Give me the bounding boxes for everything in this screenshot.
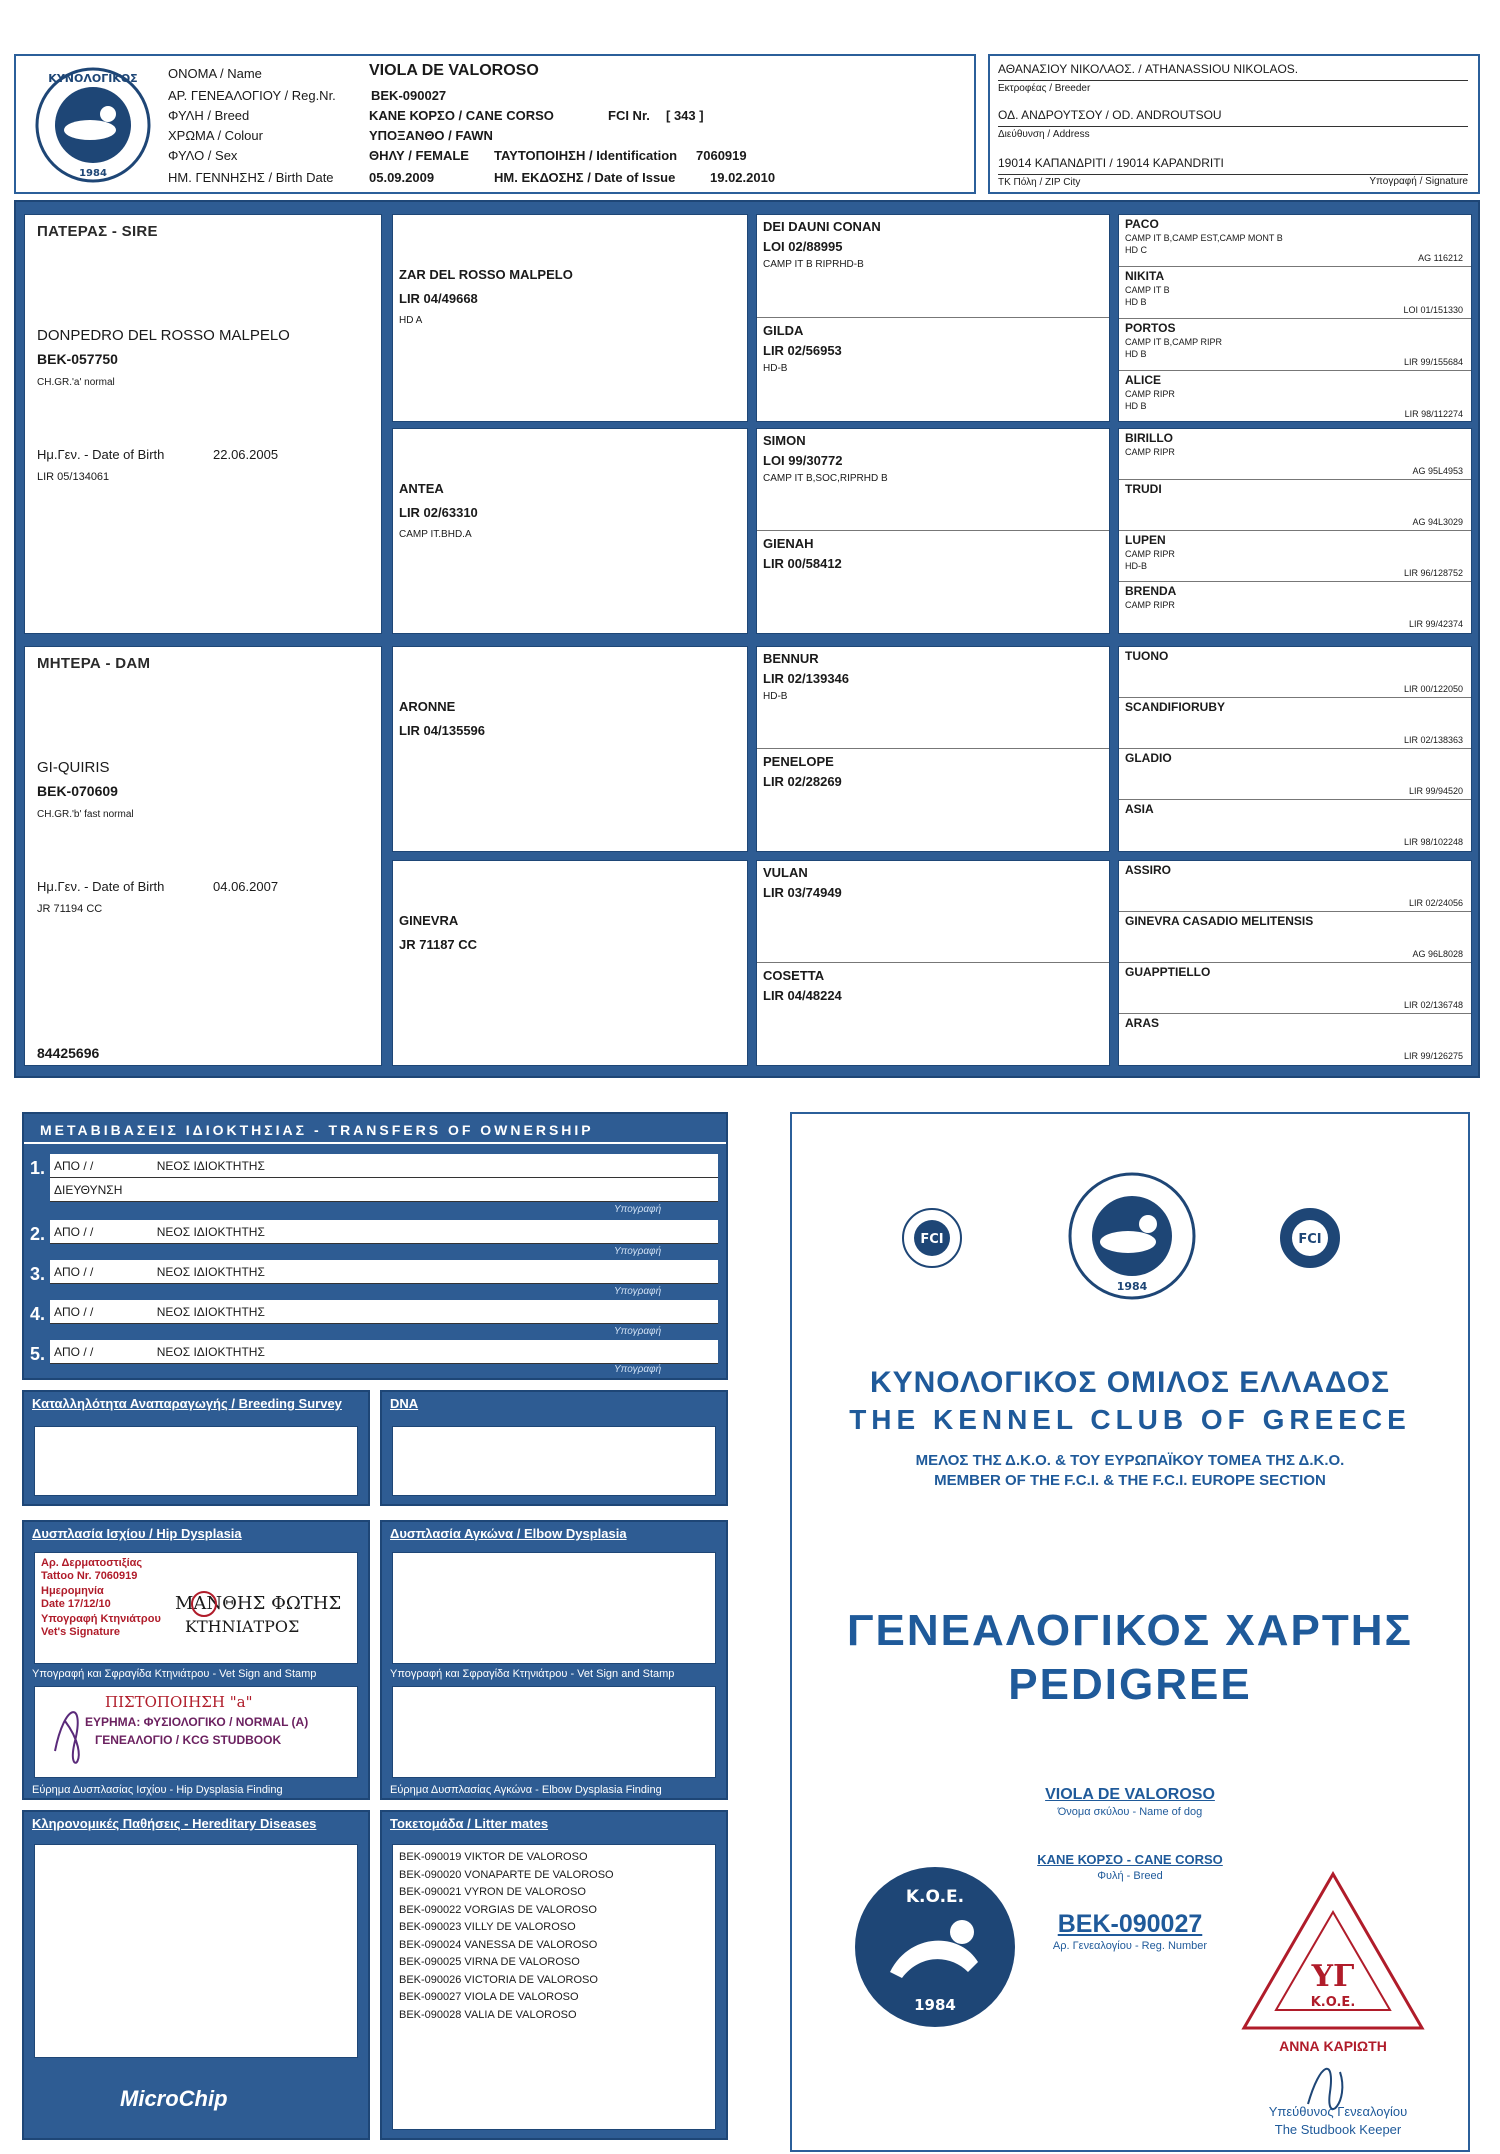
membership-english: MEMBER OF THE F.C.I. & THE F.C.I. EUROPE SECTION	[934, 1472, 1326, 1489]
birth-label: ΗΜ. ΓΕΝΝΗΣΗΣ / Birth Date	[168, 170, 334, 185]
transfer-signature: Υπογραφή	[614, 1204, 662, 1215]
breed-label: ΦΥΛΗ / Breed	[168, 108, 250, 123]
gen3-name: SIMON	[763, 433, 806, 448]
gen4-reg: LIR 02/24056	[1408, 898, 1463, 908]
gen3-cell	[757, 319, 1109, 422]
cover-dog-name-label: Όνομα σκύλου - Name of dog	[1057, 1806, 1203, 1818]
litter-item: BEK-090023 VILLY DE VALOROSO	[399, 1921, 576, 1933]
dam-dob: 04.06.2007	[213, 879, 279, 894]
keeper-label-greek: Υπεύθυνος Γενεαλογίου	[1268, 2104, 1408, 2119]
koe-badge-text: K.O.E.	[905, 1887, 965, 1907]
gen3-cell	[757, 750, 1109, 852]
dog-info-header	[14, 54, 976, 194]
gen4-reg: LIR 00/122050	[1403, 684, 1463, 694]
gen4-t1: CAMP IT B	[1125, 285, 1170, 295]
gen2-name: ARONNE	[399, 699, 456, 714]
gen4-t2: HD B	[1125, 297, 1147, 307]
vet-name: ΜΑΝΘΗΣ ΦΩΤΗΣ	[175, 1593, 342, 1614]
hip-dysplasia-panel	[22, 1520, 370, 1800]
cert-line-2: ΓΕΝΕΑΛΟΓΙΟ / KCG STUDBOOK	[95, 1733, 282, 1747]
gen4-reg: AG 116212	[1418, 253, 1463, 263]
gen4-cell	[1119, 371, 1471, 423]
pedigree-title-greek: ΓΕΝΕΑΛΟΓΙΚΟΣ ΧΑΡΤΗΣ	[847, 1606, 1413, 1655]
gen2-name: ZAR DEL ROSSO MALPELO	[399, 267, 573, 282]
gen4-name: GINEVRA CASADIO MELITENSIS	[1125, 914, 1314, 928]
vet-stamp-tattoo: Αρ. Δερματοστιξίας Tattoo Nr. 7060919	[41, 1557, 143, 1582]
keeper-label-english: The Studbook Keeper	[1274, 2122, 1402, 2137]
gen4-cell	[1119, 749, 1471, 800]
gen4-cell	[1119, 963, 1471, 1014]
transfer-number: 2.	[30, 1224, 46, 1244]
cover-breed-label: Φυλή - Breed	[1097, 1870, 1163, 1882]
gen4-box	[1118, 860, 1472, 1066]
gen3-name: PENELOPE	[763, 754, 834, 769]
keeper-name: ΑΝΝΑ ΚΑΡΙΩΤΗ	[1279, 2038, 1387, 2054]
gen4-t1: CAMP RIPR	[1125, 447, 1175, 457]
gen2-titles: HD A	[399, 315, 423, 326]
issue-label: ΗΜ. ΕΚΔΟΣΗΣ / Date of Issue	[494, 170, 676, 185]
gen4-name: ALICE	[1125, 373, 1161, 387]
elbow-title: Δυσπλασία Αγκώνα / Elbow Dysplasia	[390, 1526, 627, 1541]
breeder-address: ΟΔ. ΑΝΔΡΟΥΤΣΟΥ / OD. ANDROUTSOU	[998, 108, 1222, 122]
gen4-name: LUPEN	[1125, 533, 1166, 547]
hereditary-panel	[22, 1810, 370, 2140]
hereditary-box[interactable]	[34, 1844, 358, 2058]
pedigree-tree	[14, 200, 1480, 1078]
gen3-cell	[757, 647, 1109, 749]
gen3-cell	[757, 861, 1109, 963]
birth-date: 05.09.2009	[369, 170, 435, 185]
sire-dob-label: Ημ.Γεν. - Date of Birth	[37, 447, 165, 462]
gen4-box	[1118, 214, 1472, 422]
transfer-signature: Υπογραφή	[614, 1326, 662, 1337]
transfers-panel	[22, 1112, 728, 1380]
gen4-name: BIRILLO	[1125, 431, 1173, 445]
cert-line-1: ΕΥΡΗΜΑ: ΦΥΣΙΟΛΟΓΙΚΟ / NORMAL (A)	[85, 1715, 309, 1729]
gen4-name: TRUDI	[1125, 482, 1162, 496]
transfer-line[interactable]	[50, 1154, 718, 1178]
microchip-number: 84425696	[37, 1045, 100, 1061]
club-name-english: THE KENNEL CLUB OF GREECE	[849, 1404, 1411, 1435]
sex-value: ΘΗΛΥ / FEMALE	[369, 148, 469, 163]
elbow-finding-box[interactable]	[392, 1686, 716, 1778]
studbook-stamp	[1238, 1868, 1428, 2038]
transfer-signature: Υπογραφή	[614, 1364, 662, 1375]
fci-number: [ 343 ]	[666, 108, 704, 123]
reg-number: BEK-090027	[371, 88, 447, 103]
elbow-dysplasia-panel	[380, 1520, 728, 1800]
gen4-reg: LIR 02/136748	[1403, 1000, 1463, 1010]
title-divider	[24, 1142, 726, 1144]
dam-reg: BEK-070609	[37, 783, 118, 799]
litter-item: BEK-090024 VANESSA DE VALOROSO	[399, 1938, 598, 1951]
vet-role: ΚΤΗΝΙΑΤΡΟΣ	[185, 1617, 300, 1636]
fci-logo-left	[900, 1206, 964, 1270]
gen3-titles: CAMP IT B RIPRHD-B	[763, 259, 864, 270]
gen4-cell	[1119, 267, 1471, 319]
gen4-reg: AG 95L4953	[1412, 466, 1463, 476]
gen4-cell	[1119, 698, 1471, 749]
litter-item: BEK-090021 VYRON DE VALOROSO	[399, 1886, 586, 1898]
transfer-from: ΑΠΟ / /	[54, 1305, 94, 1319]
breed-value: ΚΑΝΕ ΚΟΡΣΟ / CANE CORSO	[369, 108, 554, 123]
gen4-cell	[1119, 480, 1471, 531]
gen4-name: GUAPPTIELLO	[1125, 965, 1211, 979]
dam-extra: JR 71194 CC	[37, 903, 103, 915]
gen4-name: TUONO	[1125, 649, 1169, 663]
club-name-greek: ΚΥΝΟΛΟΓΙΚΟΣ ΟΜΙΛΟΣ ΕΛΛΑΔΟΣ	[869, 1366, 1391, 1399]
transfer-address-line[interactable]	[50, 1178, 718, 1202]
gen3-cell	[757, 429, 1109, 531]
gen3-reg: LIR 00/58412	[763, 556, 842, 571]
microchip-label: MicroChip	[120, 2086, 228, 2111]
gen4-reg: LIR 99/155684	[1403, 357, 1463, 367]
keeper-signature	[1300, 2052, 1360, 2112]
gen3-name: VULAN	[763, 865, 808, 880]
gen3-box	[756, 860, 1110, 1066]
sire-dob: 22.06.2005	[213, 447, 279, 462]
gen2-box	[392, 646, 748, 852]
gen2-reg: LIR 04/135596	[399, 723, 486, 738]
breeding-survey-box[interactable]	[34, 1426, 358, 1496]
gen3-reg: LIR 02/139346	[763, 671, 850, 686]
koe-badge-logo	[850, 1862, 1020, 2032]
breeder-label: Εκτροφέας / Breeder	[998, 80, 1468, 94]
fci-left-text: FCI	[920, 1232, 944, 1247]
transfer-from: ΑΠΟ / /	[54, 1225, 94, 1239]
gen4-reg: LIR 98/102248	[1403, 837, 1463, 847]
elbow-vet-box[interactable]	[392, 1552, 716, 1664]
colour-label: ΧΡΩΜΑ / Colour	[168, 128, 263, 143]
gen4-name: ARAS	[1125, 1016, 1160, 1030]
gen2-name: GINEVRA	[399, 913, 459, 928]
transfer-line[interactable]	[50, 1220, 718, 1244]
gen4-name: NIKITA	[1125, 269, 1165, 283]
gen2-box	[392, 428, 748, 634]
gen3-cell	[757, 532, 1109, 634]
gen2-name: ANTEA	[399, 481, 444, 496]
membership-greek: ΜΕΛΟΣ ΤΗΣ Δ.Κ.Ο. & ΤΟΥ ΕΥΡΩΠΑΪΚΟΥ ΤΟΜΕΑ ΤΗΣ Δ.Κ.Ο.	[915, 1452, 1345, 1469]
sire-header: ΠΑΤΕΡΑΣ - SIRE	[37, 223, 158, 240]
gen4-reg: AG 96L8028	[1412, 949, 1463, 959]
gen4-reg: AG 94L3029	[1412, 517, 1463, 527]
gen2-reg: LIR 04/49668	[399, 291, 478, 306]
litter-list	[392, 1844, 716, 2130]
sire-reg: BEK-057750	[37, 351, 118, 367]
stamp-koe-text: K.O.E.	[1310, 1995, 1356, 2010]
gen4-name: GLADIO	[1125, 751, 1172, 765]
koe-logo-center	[1064, 1168, 1200, 1304]
gen4-reg: LIR 99/42374	[1408, 619, 1463, 629]
dna-panel	[380, 1390, 728, 1506]
litter-item: BEK-090025 VIRNA DE VALOROSO	[399, 1956, 580, 1968]
gen3-name: DEI DAUNI CONAN	[763, 219, 881, 234]
transfer-new-owner: ΝΕΟΣ ΙΔΙΟΚΤΗΤΗΣ	[156, 1225, 265, 1239]
litter-item: BEK-090028 VALIA DE VALOROSO	[399, 2008, 577, 2021]
dam-titles: CH.GR.'b' fast normal	[37, 809, 134, 820]
transfer-new-owner: ΝΕΟΣ ΙΔΙΟΚΤΗΤΗΣ	[156, 1265, 265, 1279]
hip-vet-foot: Υπογραφή και Σφραγίδα Κτηνιάτρου - Vet Sign and Stamp	[32, 1668, 317, 1680]
gen3-name: COSETTA	[763, 968, 825, 983]
sex-label: ΦΥΛΟ / Sex	[168, 148, 238, 163]
gen4-cell	[1119, 319, 1471, 371]
koe-club-logo	[28, 64, 158, 186]
gen4-cell	[1119, 647, 1471, 698]
gen3-reg: LIR 03/74949	[763, 885, 842, 900]
gen4-reg: LIR 99/126275	[1403, 1051, 1463, 1061]
dna-title: DNA	[390, 1396, 419, 1411]
gen4-t1: CAMP RIPR	[1125, 389, 1175, 399]
gen4-name: ASSIRO	[1125, 863, 1172, 877]
transfer-number: 3.	[30, 1264, 46, 1284]
name-label: ΟΝΟΜΑ / Name	[168, 66, 262, 81]
gen3-name: BENNUR	[763, 651, 819, 666]
gen4-name: PACO	[1125, 217, 1159, 231]
litter-item: BEK-090020 VONAPARTE DE VALOROSO	[399, 1868, 614, 1881]
gen4-cell	[1119, 912, 1471, 963]
litter-item: BEK-090019 VIKTOR DE VALOROSO	[399, 1851, 588, 1863]
gen3-box	[756, 214, 1110, 422]
cover-dog-name: VIOLA DE VALOROSO	[1045, 1786, 1215, 1803]
vet-stamp-date: Ημερομηνία Date 17/12/10	[41, 1585, 111, 1610]
dam-box	[24, 646, 382, 1066]
gen4-box	[1118, 428, 1472, 634]
breeder-city: 19014 ΚΑΠΑΝΔΡΙΤΙ / 19014 KAPANDRITI	[998, 156, 1224, 170]
cover-reg-label: Αρ. Γενεαλογίου - Reg. Number	[1052, 1940, 1208, 1952]
svg-text:1984: 1984	[79, 168, 107, 179]
pedigree-title-english: PEDIGREE	[1008, 1660, 1252, 1709]
gen3-titles: HD-B	[763, 691, 788, 702]
gen3-titles: CAMP IT B,SOC,RIPRHD B	[763, 473, 888, 484]
stamp-center-text: ΥΓ	[1311, 1959, 1355, 1994]
transfer-line[interactable]	[50, 1260, 718, 1284]
transfer-line[interactable]	[50, 1300, 718, 1324]
gen4-cell	[1119, 582, 1471, 633]
gen4-name: BRENDA	[1125, 584, 1177, 598]
gen3-box	[756, 646, 1110, 852]
gen4-reg: LIR 96/128752	[1403, 568, 1463, 578]
elbow-vet-foot: Υπογραφή και Σφραγίδα Κτηνιάτρου - Vet Sign and Stamp	[390, 1668, 675, 1680]
gen3-reg: LIR 04/48224	[763, 988, 842, 1003]
koe-center-year: 1984	[1116, 1280, 1148, 1293]
hip-finding-box[interactable]	[34, 1686, 358, 1778]
gen4-t1: CAMP RIPR	[1125, 549, 1175, 559]
gen4-name: PORTOS	[1125, 321, 1176, 335]
litter-item: BEK-090026 VICTORIA DE VALOROSO	[399, 1973, 598, 1986]
cover-reg-number: BEK-090027	[1057, 1910, 1203, 1938]
gen4-cell	[1119, 215, 1471, 267]
pedigree-cover	[790, 1112, 1470, 2152]
sire-box	[24, 214, 382, 634]
gen4-t1: CAMP IT B,CAMP EST,CAMP MONT B	[1125, 233, 1283, 243]
transfers-title: ΜΕΤΑΒΙΒΑΣΕΙΣ ΙΔΙΟΚΤΗΣΙΑΣ - TRANSFERS OF OWNERSHIP	[40, 1122, 594, 1138]
transfer-new-owner: ΝΕΟΣ ΙΔΙΟΚΤΗΤΗΣ	[156, 1305, 265, 1319]
reg-label: ΑΡ. ΓΕΝΕΑΛΟΓΙΟΥ / Reg.Nr.	[168, 88, 336, 103]
id-value: 7060919	[696, 148, 747, 163]
transfer-from: ΑΠΟ / /	[54, 1265, 94, 1279]
hereditary-title: Κληρονομικές Παθήσεις - Hereditary Diseases	[32, 1816, 317, 1831]
gen4-cell	[1119, 531, 1471, 582]
dna-box[interactable]	[392, 1426, 716, 1496]
gen4-name: SCANDIFIORUBY	[1125, 700, 1226, 714]
gen4-t2: HD C	[1125, 245, 1147, 255]
gen3-name: GILDA	[763, 323, 804, 338]
transfer-number: 5.	[30, 1344, 46, 1364]
gen3-box	[756, 428, 1110, 634]
gen4-t2: HD B	[1125, 401, 1147, 411]
gen2-titles: CAMP IT.BHD.A	[399, 529, 472, 540]
gen2-box	[392, 214, 748, 422]
gen2-box	[392, 860, 748, 1066]
gen4-t2: HD-B	[1125, 561, 1147, 571]
gen4-reg: LIR 02/138363	[1403, 735, 1463, 745]
cert-title: ΠΙΣΤΟΠΟΙΗΣΗ "a"	[105, 1693, 253, 1711]
vet-stamp-signature: Υπογραφή Κτηνιάτρου Vet's Signature	[41, 1613, 161, 1638]
gen4-cell	[1119, 429, 1471, 480]
litter-item: BEK-090022 VORGIAS DE VALOROSO	[399, 1903, 597, 1916]
breeder-name: ΑΘΑΝΑΣΙΟΥ ΝΙΚΟΛΑΟΣ. / ATHANASSIOU NIKOLAOS.	[998, 62, 1299, 76]
dam-dob-label: Ημ.Γεν. - Date of Birth	[37, 879, 165, 894]
gen3-reg: LIR 02/56953	[763, 343, 842, 358]
breeding-survey-title: Καταλληλότητα Αναπαραγωγής / Breeding Survey	[32, 1396, 342, 1411]
sire-name: DONPEDRO DEL ROSSO MALPELO	[37, 327, 290, 344]
address-label: Διεύθυνση / Address	[998, 126, 1468, 140]
gen3-reg: LIR 02/28269	[763, 774, 842, 789]
transfer-new-owner: ΝΕΟΣ ΙΔΙΟΚΤΗΤΗΣ	[156, 1345, 265, 1359]
vet-stamp-seal	[189, 1589, 219, 1619]
gen4-reg: LIR 98/112274	[1404, 409, 1463, 419]
gen4-t2: HD B	[1125, 349, 1147, 359]
dam-name: GI-QUIRIS	[37, 759, 110, 776]
dam-header: ΜΗΤΕΡΑ - DAM	[37, 655, 151, 672]
elbow-finding-foot: Εύρημα Δυσπλασίας Αγκώνα - Elbow Dysplasia Finding	[390, 1784, 662, 1796]
litter-panel	[380, 1810, 728, 2140]
gen3-titles: HD-B	[763, 363, 788, 374]
sire-extra: LIR 05/134061	[37, 471, 110, 483]
transfer-signature: Υπογραφή	[614, 1286, 662, 1297]
gen3-reg: LOI 02/88995	[763, 239, 843, 254]
fci-logo-right	[1278, 1206, 1342, 1270]
breeding-survey-panel	[22, 1390, 370, 1506]
gen4-cell	[1119, 1014, 1471, 1065]
id-label: ΤΑΥΤΟΠΟΙΗΣΗ / Identification	[494, 148, 678, 163]
hip-vet-box[interactable]	[34, 1552, 358, 1664]
fci-right-text: FCI	[1298, 1232, 1322, 1247]
gen4-reg: LOI 01/151330	[1403, 305, 1463, 315]
transfer-number: 1.	[30, 1158, 46, 1178]
gen4-reg: LIR 99/94520	[1408, 786, 1463, 796]
gen2-reg: JR 71187 CC	[399, 937, 478, 952]
gen4-cell	[1119, 861, 1471, 912]
transfer-line[interactable]	[50, 1340, 718, 1364]
city-label: ΤΚ Πόλη / ZIP City	[998, 174, 1468, 188]
hip-title: Δυσπλασία Ισχίου / Hip Dysplasia	[32, 1526, 242, 1541]
transfer-address: ΔΙΕΥΘΥΝΣΗ	[54, 1183, 123, 1197]
fci-label: FCI Nr.	[608, 108, 650, 123]
gen3-name: GIENAH	[763, 536, 814, 551]
litter-item: BEK-090027 VIOLA DE VALOROSO	[399, 1991, 579, 2003]
transfer-signature: Υπογραφή	[614, 1246, 662, 1257]
hip-finding-foot: Εύρημα Δυσπλασίας Ισχίου - Hip Dysplasia Finding	[32, 1784, 283, 1796]
breeder-info	[988, 54, 1480, 194]
transfer-from: ΑΠΟ / /	[54, 1345, 94, 1359]
gen3-reg: LOI 99/30772	[763, 453, 843, 468]
gen4-t1: CAMP RIPR	[1125, 600, 1175, 610]
gen4-name: ASIA	[1125, 802, 1154, 816]
gen4-box	[1118, 646, 1472, 852]
cover-breed: ΚΑΝΕ ΚΟΡΣΟ - CANE CORSO	[1037, 1852, 1223, 1867]
gen4-cell	[1119, 800, 1471, 851]
transfer-number: 4.	[30, 1304, 46, 1324]
issue-date: 19.02.2010	[710, 170, 776, 185]
gen3-cell	[757, 215, 1109, 318]
signature-scribble	[45, 1691, 105, 1771]
signature-label: Υπογραφή / Signature	[1369, 176, 1468, 187]
litter-title: Τοκετομάδα / Litter mates	[390, 1816, 549, 1831]
gen3-cell	[757, 964, 1109, 1066]
gen4-t1: CAMP IT B,CAMP RIPR	[1125, 337, 1223, 347]
koe-badge-year: 1984	[914, 1996, 956, 2014]
transfer-new-owner: ΝΕΟΣ ΙΔΙΟΚΤΗΤΗΣ	[156, 1159, 265, 1173]
sire-titles: CH.GR.'a' normal	[37, 377, 115, 388]
colour-value: ΥΠΟΞΑΝΘΟ / FAWN	[369, 128, 493, 143]
dog-name: VIOLA DE VALOROSO	[369, 62, 539, 79]
transfer-from: ΑΠΟ / /	[54, 1159, 94, 1173]
gen2-reg: LIR 02/63310	[399, 505, 478, 520]
svg-text:ΚΥΝΟΛΟΓΙΚΟΣ: ΚΥΝΟΛΟΓΙΚΟΣ	[48, 72, 138, 85]
